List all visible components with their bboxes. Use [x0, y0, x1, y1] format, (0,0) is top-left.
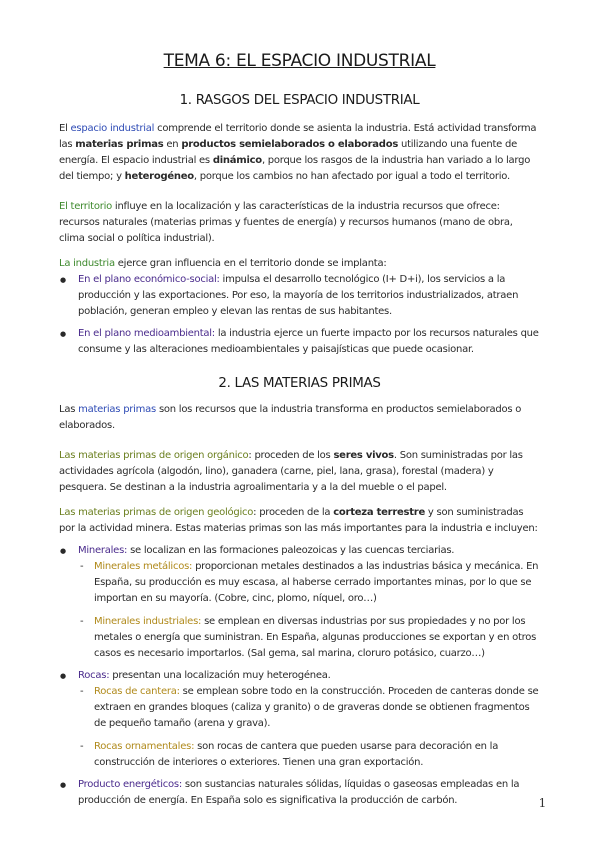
section-heading-materias: 2. LAS MATERIAS PRIMAS [218, 376, 381, 391]
sublist-item: - Rocas ornamentales: son rocas de cantera que pueden usarse para decoración en la construcción de interiores o exteriores. Tienen una gran exportación. [78, 739, 540, 771]
term-origen-geologico: Las materias primas de origen geológico [59, 507, 254, 518]
list-industria-impacts [59, 272, 540, 358]
sublist-item: - Minerales metálicos: proporcionan metales destinados a las industrias básica y mecánica. En España, su producción es muy escasa, al haberse cerrado importantes minas, por lo que se importan en su mayoría. (Cobre, cinc, plomo, níquel, oro…) [78, 559, 540, 607]
paragraph-origen-geologico: Las materias primas de origen geológico: proceden de la corteza terrestre y son suministradas por la actividad minera. Estas materias primas son las más importantes para la industria e incluyen: [59, 507, 538, 534]
sublist-item: - Rocas de cantera: se emplean sobre todo en la construcción. Proceden de canteras donde se extraen en grandes bloques (caliza y granito) o de graveras donde se obtienen fragmentos de pequeño tamaño (arena y grava). [78, 684, 540, 732]
paragraph-industria: La industria ejerce gran influencia en el territorio donde se implanta: [59, 258, 387, 269]
term-materias-primas: materias primas [78, 404, 157, 415]
term-espacio-industrial: espacio industrial [70, 123, 155, 134]
section-heading-rasgos: 1. RASGOS DEL ESPACIO INDUSTRIAL [179, 93, 420, 108]
paragraph-territorio: El territorio influye en la localización y las características de la industria recursos que ofrece: recursos naturales (materias primas y fuentes de energía) y recursos humanos (mano de obra, clima social o política industrial). [59, 201, 513, 244]
page-title: TEMA 6: EL ESPACIO INDUSTRIAL [163, 51, 436, 71]
term-territorio: El territorio [59, 201, 112, 212]
sublist-item: - Minerales industriales: se emplean en diversas industrias por sus propiedades y no por los metales o energía que suministran. En España, algunas producciones se exportan y en otros casos es necesario importarlos. (Sal gema, sal marina, cloruro potásico, cuarzo…) [78, 614, 540, 662]
paragraph-materias-primas: Las materias primas son los recursos que la industria transforma en productos semielaborados o elaborados. [59, 404, 522, 431]
list-item: ● En el plano económico-social: impulsa el desarrollo tecnológico (I+ D+i), los servicios a la producción y las exportaciones. Por eso, la mayoría de los territorios industrializados, atraen población, generan empleo y elevan las rentas de sus habitantes. [59, 272, 540, 320]
term-industria: La industria [59, 258, 115, 269]
list-item-energeticos: ● Producto energéticos: son sustancias naturales sólidas, líquidas o gaseosas empleadas en la producción de energía. En España solo es significativa la producción de carbón. [59, 777, 540, 809]
paragraph-origen-organico: Las materias primas de origen orgánico: proceden de los seres vivos. Son suministradas por las actividades agrícola (algodón, lino), ganadera (carne, piel, lana, grasa), forestal (madera) y pesquera. Se destinan a la industria agroalimentaria y a la del mueble o el papel. [59, 450, 523, 493]
list-item-rocas: ● Rocas: presentan una localización muy heterogénea. - Rocas de cantera: se emplean sobre todo en la construcción. Proceden de canteras donde se extraen en grandes bloques (caliza y granito) o de graveras donde se obtienen fragmentos de pequeño tamaño (arena y grava). - Rocas ornamentales: son rocas de cantera que pueden usarse para decoración en la construcción de interiores o exteriores. Tienen una gran exportación. [59, 668, 540, 771]
page-number: 1 [538, 796, 546, 810]
paragraph-espacio-industrial: El espacio industrial comprende el territorio donde se asienta la industria. Está actividad transforma las materias primas en productos semielaborados o elaborados utilizando una fuente de energía. El espacio industrial es dinámico, porque los rasgos de la industria han variado a lo largo del tiempo; y heterogéneo, porque los cambios no han afectado por igual a todo el territorio. [59, 123, 537, 182]
list-item-minerales: ● Minerales: se localizan en las formaciones paleozoicas y las cuencas terciarias. - Minerales metálicos: proporcionan metales destinados a las industrias básica y mecánica. En España, su producción es muy escasa, al haberse cerrado importantes minas, por lo que se importan en su mayoría. (Cobre, cinc, plomo, níquel, oro…) - Minerales industriales: se emplean en diversas industrias por sus propiedades y no por los metales o energía que suministran. En España, algunas producciones se exportan y en otros casos es necesario importarlos. (Sal gema, sal marina, cloruro potásico, cuarzo…) [59, 543, 540, 662]
term-origen-organico: Las materias primas de origen orgánico [59, 450, 249, 461]
list-materias-geologicas [59, 543, 540, 809]
sublist-minerales [78, 559, 540, 662]
list-item: ● En el plano medioambiental: la industria ejerce un fuerte impacto por los recursos naturales que consume y las alteraciones medioambientales y paisajísticas que puede ocasionar. [59, 326, 540, 358]
sublist-rocas [78, 684, 540, 771]
